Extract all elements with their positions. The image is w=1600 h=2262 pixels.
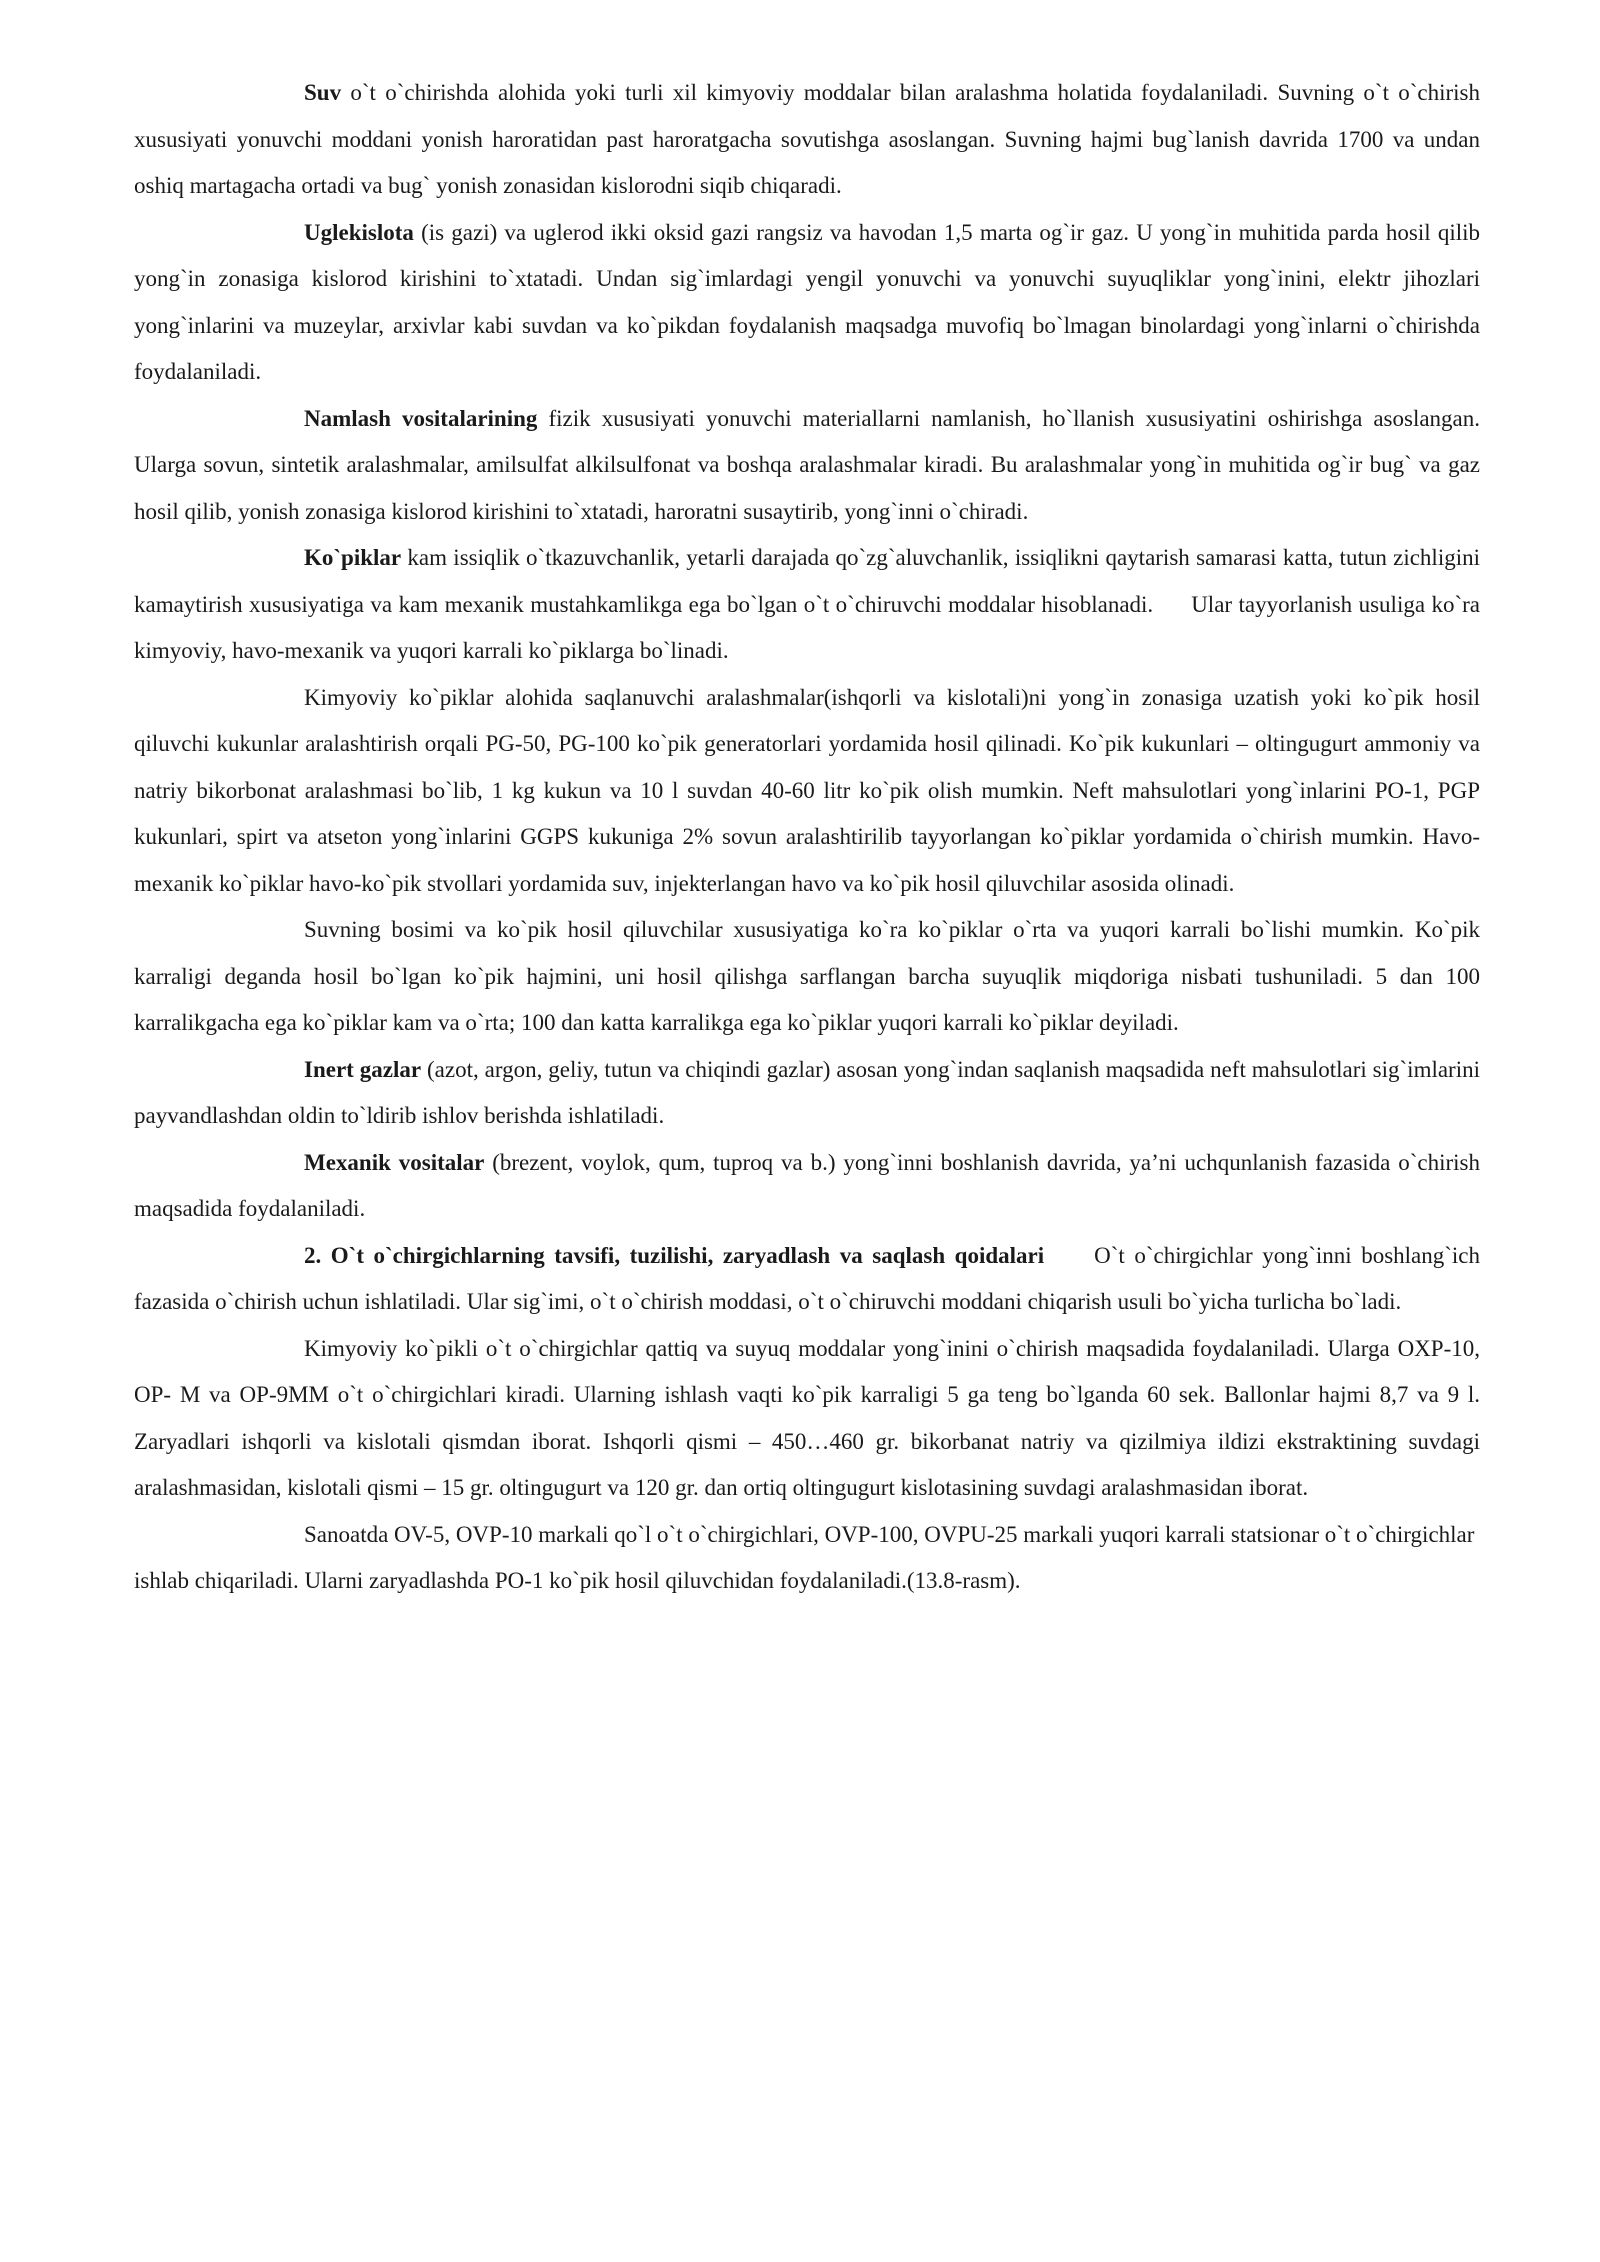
term-mexanik-vositalar: Mexanik vositalar bbox=[304, 1149, 485, 1175]
paragraph-text: Kimyoviy ko`piklar alohida saqlanuvchi aralashmalar(ishqorli va kislotali)ni yong`in zonasiga uzatish yoki ko`pik hosil qiluvchi kukunlar aralashtirish orqali PG-50, PG-100 ko`pik generatorlari yordamida hosil qilinadi. Ko`pik kukunlari – oltingugurt ammoniy va natriy bikorbonat aralashmasi bo`lib, 1 kg kukun va 10 l suvdan 40-60 litr ko`pik olish mumkin. Neft mahsulotlari yong`inlarini PO-1, PGP kukunlari, spirt va atseton yong`inlarini GGPS kukuniga 2% sovun aralashtirilib tayyorlangan ko`piklar yordamida o`chirish mumkin. Havo-mexanik ko`piklar havo-ko`pik stvollari yordamida suv, injekterlangan havo va ko`pik hosil qiluvchilar asosida olinadi. bbox=[134, 684, 1480, 896]
paragraph-kimyoviy-kopiklar bbox=[134, 675, 1480, 908]
paragraph-sanoatda bbox=[134, 1512, 1480, 1605]
section-heading: 2. O`t o`chirgichlarning tavsifi, tuzilishi, zaryadlash va saqlash qoidalari bbox=[304, 1242, 1045, 1268]
paragraph-text: Sanoatda OV-5, OVP-10 markali qo`l o`t o`chirgichlari, OVP-100, OVPU-25 markali yuqori karrali statsionar o`t o`chirgichlar ishlab chiqariladi. Ularni zaryadlashda PO-1 ko`pik hosil qiluvchidan foydalaniladi.(13.8-rasm). bbox=[134, 1521, 1475, 1593]
paragraph-text: (is gazi) va uglerod ikki oksid gazi rangsiz va havodan 1,5 marta og`ir gaz. U yong`in muhitida parda hosil qilib yong`in zonasiga kislorod kirishini to`xtatadi. Undan sig`imlardagi yengil yonuvchi va yonuvchi suyuqliklar yong`inini, elektr jihozlari yong`inlarini va muzeylar, arxivlar kabi suvdan va ko`pikdan foydalanish maqsadga muvofiq bo`lmagan binolardagi yong`inlarni o`chirishda foydalaniladi. bbox=[134, 219, 1480, 384]
paragraph-uglekislota bbox=[134, 210, 1480, 396]
paragraph-kopiklar bbox=[134, 535, 1480, 675]
paragraph-tail: O`t o`chirgichlar yong`inni boshlang`ich fazasida o`chirish uchun ishlatiladi. Ular sig`imi, o`t o`chirish moddasi, o`t o`chiruvchi moddani chiqarish usuli bo`yicha turlicha bo`ladi. bbox=[134, 1242, 1481, 1314]
term-uglekislota: Uglekislota bbox=[304, 219, 414, 245]
paragraph-text: fizik xususiyati yonuvchi materiallarni namlanish, ho`llanish xususiyatini oshirishga asoslangan. Ularga sovun, sintetik aralashmalar, amilsulfat alkilsulfonat va boshqa aralashmalar kiradi. Bu aralashmalar yong`in muhitida og`ir bug` va gaz hosil qilib, yonish zonasiga kislorod kirishini to`xtatadi, haroratni susaytirib, yong`inni o`chiradi. bbox=[134, 405, 1480, 524]
paragraph-text: o`t o`chirishda alohida yoki turli xil kimyoviy moddalar bilan aralashma holatida foydalaniladi. Suvning o`t o`chirish xususiyati yonuvchi moddani yonish haroratidan past haroratgacha sovutishga asoslangan. Suvning hajmi bug`lanish davrida 1700 va undan oshiq martagacha ortadi va bug` yonish zonasidan kislorodni siqib chiqaradi. bbox=[134, 80, 1480, 198]
paragraph-suv bbox=[134, 70, 1480, 210]
document-body bbox=[134, 70, 1480, 1605]
term-namlash: Namlash vositalarining bbox=[304, 405, 538, 431]
paragraph-text: Kimyoviy ko`pikli o`t o`chirgichlar qattiq va suyuq moddalar yong`inini o`chirish maqsadida foydalaniladi. Ularga OXP-10, OP- M va OP-9MM o`t o`chirgichlari kiradi. Ularning ishlash vaqti ko`pik karraligi 5 ga teng bo`lganda 60 sek. Ballonlar hajmi 8,7 va 9 l. Zaryadlari ishqorli va kislotali qismdan iborat. Ishqorli qismi – 450…460 gr. bikorbanat natriy va qizilmiya ildizi ekstraktining suvdagi aralashmasidan, kislotali qismi – 15 gr. oltingugurt va 120 gr. dan ortiq oltingugurt kislotasining suvdagi aralashmasidan iborat. bbox=[134, 1335, 1480, 1500]
term-suv: Suv bbox=[304, 80, 342, 105]
paragraph-section-2 bbox=[134, 1233, 1480, 1326]
term-kopiklar: Ko`piklar bbox=[304, 545, 402, 570]
paragraph-text: (azot, argon, geliy, tutun va chiqindi gazlar) asosan yong`indan saqlanish maqsadida neft mahsulotlari sig`imlarini payvandlashdan oldin to`ldirib ishlov berishda ishlatiladi. bbox=[134, 1056, 1480, 1128]
term-inert-gazlar: Inert gazlar bbox=[304, 1056, 422, 1082]
paragraph-kimyoviy-otochirgichlar bbox=[134, 1326, 1480, 1512]
paragraph-text: kam issiqlik o`tkazuvchanlik, yetarli darajada qo`zg`aluvchanlik, issiqlikni qaytarish samarasi katta, tutun zichligini kamaytirish xususiyatiga va kam mexanik mustahkamlikga ega bo`lgan o`t o`chiruvchi moddalar hisoblanadi. bbox=[134, 545, 1480, 617]
paragraph-inert-gazlar bbox=[134, 1047, 1480, 1140]
paragraph-tail: Ular tayyorlanish usuliga ko`ra kimyoviy, havo-mexanik va yuqori karrali ko`piklarga bo`linadi. bbox=[134, 591, 1480, 663]
paragraph-text: Suvning bosimi va ko`pik hosil qiluvchilar xususiyatiga ko`ra ko`piklar o`rta va yuqori karrali bo`lishi mumkin. Ko`pik karraligi deganda hosil bo`lgan ko`pik hajmini, uni hosil qilishga sarflangan barcha suyuqlik miqdoriga nisbati tushuniladi. 5 dan 100 karralikgacha ega ko`piklar kam va o`rta; 100 dan katta karralikga ega ko`piklar yuqori karrali ko`piklar deyiladi. bbox=[134, 917, 1480, 1035]
paragraph-mexanik-vositalar bbox=[134, 1140, 1480, 1233]
paragraph-text: (brezent, voylok, qum, tuproq va b.) yong`inni boshlanish davrida, ya’ni uchqunlanish fazasida o`chirish maqsadida foydalaniladi. bbox=[134, 1149, 1480, 1221]
paragraph-namlash bbox=[134, 396, 1480, 536]
paragraph-suvning-bosimi bbox=[134, 907, 1480, 1047]
